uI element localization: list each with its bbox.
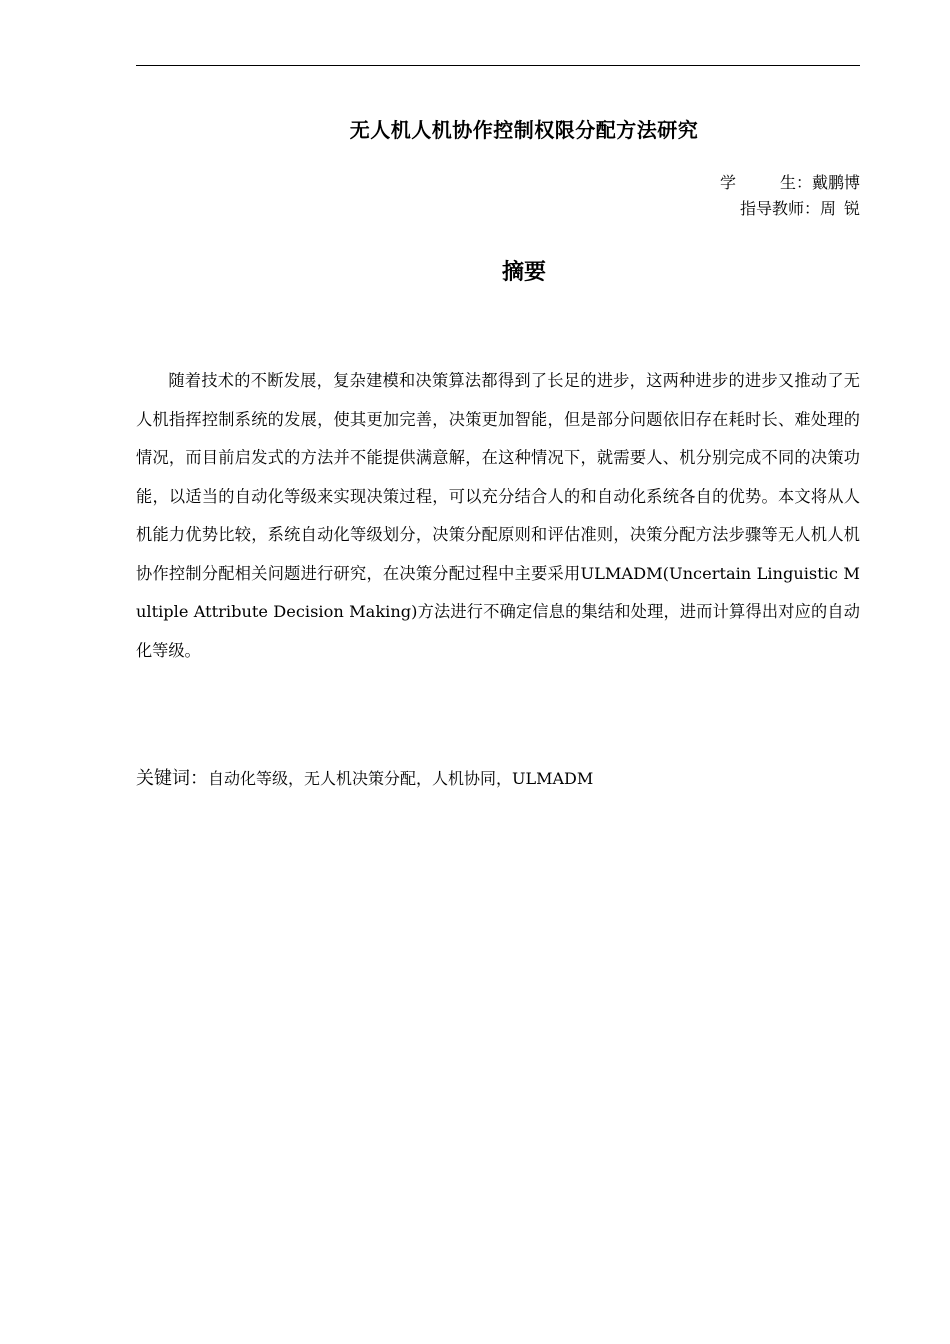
advisor-name-2: 锐 [843,199,860,218]
keywords-text: 自动化等级，无人机决策分配，人机协同，ULMADM [208,769,594,788]
abstract-paragraph: 随着技术的不断发展，复杂建模和决策算法都得到了长足的进步，这两种进步的进步又推动了无人机指挥控制系统的发展，使其更加完善，决策更加智能，但是部分问题依旧存在耗时长、难处理的情况，而目前启发式的方法并不能提供满意解，在这种情况下，就需要人、机分别完成不同的决策功能，以适当的自动化等级来实现决策过程，可以充分结合人的和自动化系统各自的优势。本文将从人机能力优势比较，系统自动化等级划分，决策分配原则和评估准则，决策分配方法步骤等无人机人机协作控制分配相关问题进行研究，在决策分配过程中主要采用ULMADM(Uncertain Linguistic Multiple Attribute Decision Making)方法进行不确定信息的集结和处理，进而计算得出对应的自动化等级。 [136,371,860,660]
abstract-heading: 摘要 [501,260,546,285]
student-label-2: 生： [779,173,812,192]
keywords-line [136,764,860,794]
document-title: 无人机人机协作控制权限分配方法研究 [349,118,699,142]
student-name: 戴鹏博 [811,173,860,192]
student-line [720,170,860,196]
student-label: 学 [719,173,736,192]
keywords-label: 关键词： [136,768,208,789]
advisor-label: 指导教师： [739,199,820,218]
author-block [720,170,860,222]
header-rule [136,65,860,66]
advisor-line [720,196,860,222]
advisor-name-1: 周 [819,199,836,218]
